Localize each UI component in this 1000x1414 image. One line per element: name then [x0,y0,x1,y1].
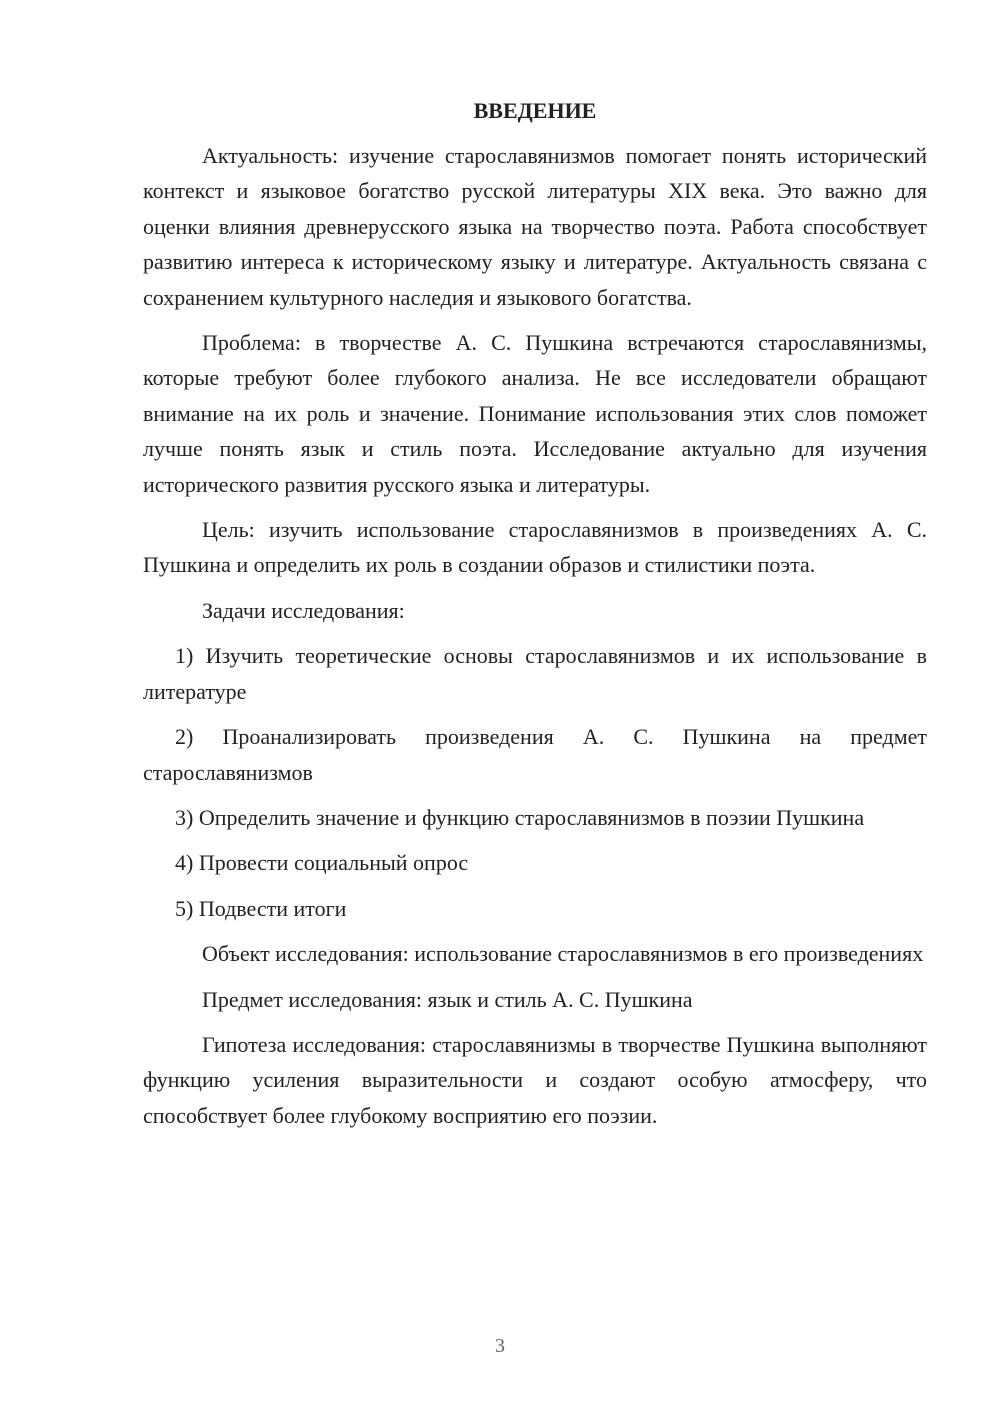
task-item-4: 4) Провести социальный опрос [175,850,469,876]
subject-paragraph: Предмет исследования: язык и стиль А. С. Пушкина [202,986,693,1012]
page-title: ВВЕДЕНИЕ [473,98,597,123]
object-paragraph: Объект исследования: использование старославянизмов в его произведениях [202,941,924,967]
tasks-heading: Задачи исследования: [202,597,405,623]
relevance-paragraph: Актуальность: изучение старославянизмов помогает понять исторический контекст и языковое богатство русской литературы XIX века. Это важно для оценки влияния древнерусского языка на творчество поэта. Работа способствует развитию интереса к историческому языку и литературе. Актуальность связана с сохранением культурного наследия и языкового богатства. [143,143,927,310]
hypothesis-paragraph: Гипотеза исследования: старославянизмы в творчестве Пушкина выполняют функцию усиления выразительности и создают особую атмосферу, что способствует более глубокому восприятию его поэзии. [143,1031,927,1128]
task-item-1: 1) Изучить теоретические основы старославянизмов и их использование в литературе [143,643,927,704]
task-item-3: 3) Определить значение и функцию старославянизмов в поэзии Пушкина [175,804,865,830]
page-content [143,93,927,1143]
problem-paragraph: Проблема: в творчестве А. С. Пушкина встречаются старославянизмы, которые требуют более глубокого анализа. Не все исследователи обращают внимание на их роль и значение. Понимание использования этих слов поможет лучше понять язык и стиль поэта. Исследование актуально для изучения исторического развития русского языка и литературы. [143,330,927,497]
task-item-5: 5) Подвести итоги [175,895,347,921]
goal-paragraph: Цель: изучить использование старославянизмов в произведениях А. С. Пушкина и определить их роль в создании образов и стилистики поэта. [143,517,927,578]
task-item-2: 2) Проанализировать произведения А. С. Пушкина на предмет старославянизмов [143,724,927,785]
page-number: 3 [495,1335,505,1357]
